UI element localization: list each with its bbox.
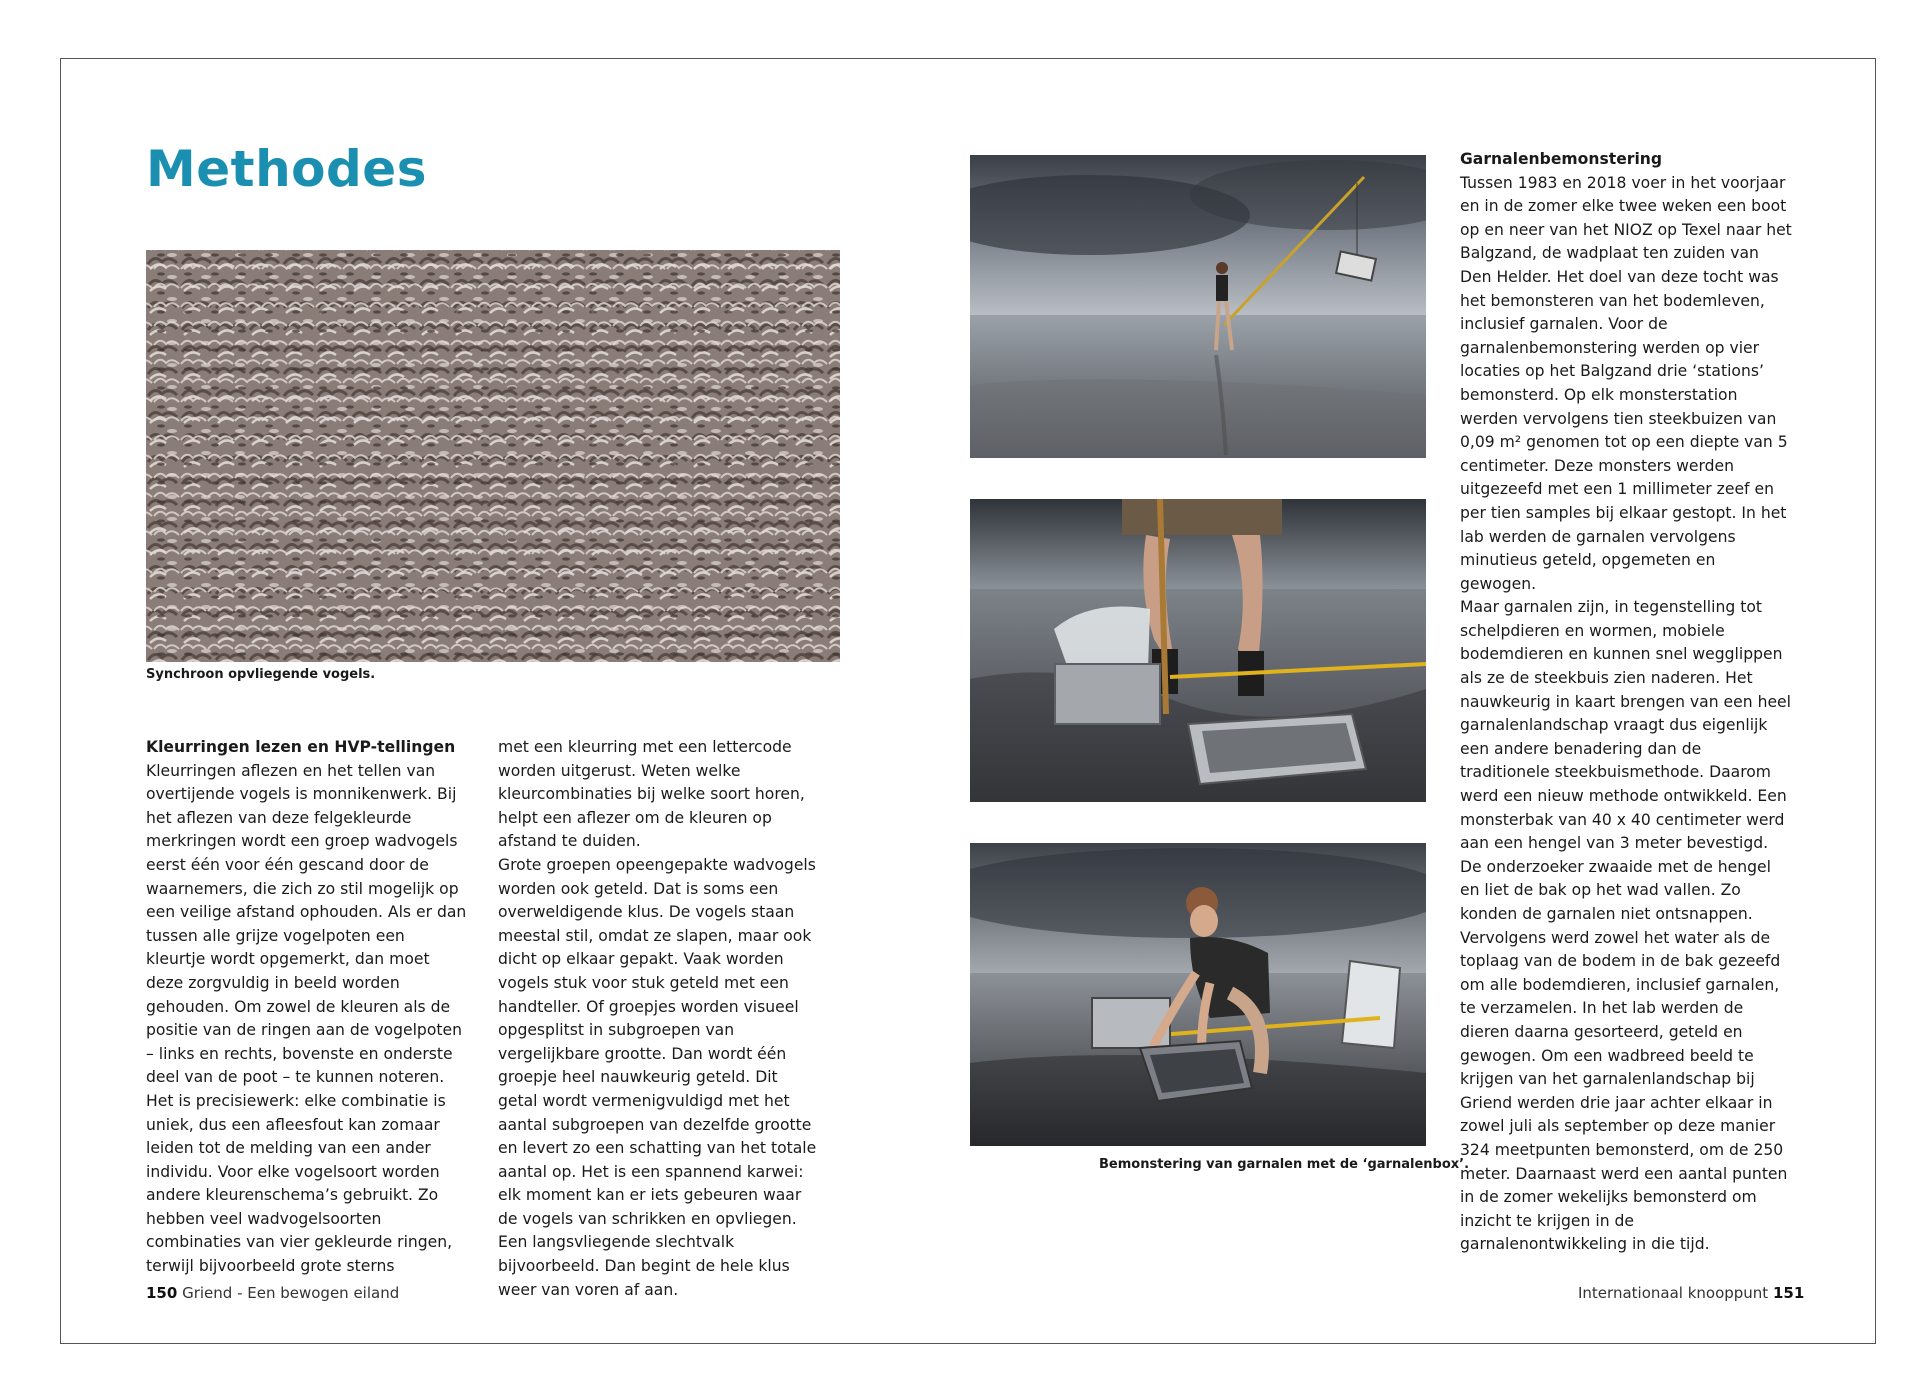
body-text: Kleurringen aflezen en het tellen van overtijende vogels is monnikenwerk. Bij het aflezen van deze felgekleurde merkringen wordt een groep wadvogels eerst één voor één gescand door de waarnemers, die zich zo stil mogelijk op een veilige afstand ophouden. Als er dan tussen alle grijze vogelpoten een kleurtje wordt opgemerkt, dan moet deze zorgvuldig in beeld worden gehouden. Om zowel de kleuren als de positie van de ringen aan de vogelpoten – links en rechts, bovenste en onderste deel van de poot – te kunnen noteren. Het is precisiewerk: elke combinatie is uniek, dus een afleesfout kan zomaar leiden tot de melding van een ander individu. Voor elke vogelsoort worden andere kleurenschema’s gebruikt. Zo hebben veel wadvogelsoorten combinaties van vier gekleurde ringen, terwijl bijvoorbeeld grote sterns <box>146 761 467 1276</box>
photo-pole-sampling <box>970 155 1426 458</box>
photo-garnalenbox <box>970 843 1426 1146</box>
page-number: 150 <box>146 1284 178 1302</box>
footer-left <box>146 1284 399 1302</box>
body-text: met een kleurring met een lettercode worden uitgerust. Weten welke kleurcombinaties bij welke soort horen, helpt een aflezer om de kleuren op afstand te duiden. <box>498 738 805 851</box>
body-text: Grote groepen opeengepakte wadvogels worden ook geteld. Dat is soms een overweldigende klus. De vogels staan meestal stil, omdat ze slapen, maar ook dicht op elkaar gepakt. Vaak worden vogels stuk voor stuk geteld met een handteller. Of groepjes worden visueel opgesplitst in subgroepen van vergelijkbare grootte. Dan wordt één groepje heel nauwkeurig geteld. Dit getal wordt vermenigvuldigd met het aantal subgroepen van dezelfde grootte en levert zo een schatting van het totale aantal op. Het is een spannend karwei: elk moment kan er iets gebeuren waar de vogels van schrikken en opvliegen. Een langsvliegende slechtvalk bijvoorbeeld. Dan begint de hele klus weer van voren af aan. <box>498 855 817 1299</box>
text-column-3 <box>1460 148 1794 1257</box>
text-column-1 <box>146 736 468 1279</box>
page-number: 151 <box>1772 1284 1805 1302</box>
photo-caption-garnalen: Bemonstering van garnalen met de ‘garnalenbox’. <box>1099 1157 1470 1172</box>
footer-title: Griend - Een bewogen eiland <box>182 1284 400 1302</box>
photo-caption-birds: Synchroon opvliegende vogels. <box>146 667 376 682</box>
photo-sampling-legs <box>970 499 1426 802</box>
body-text: Tussen 1983 en 2018 voer in het voorjaar en in de zomer elke twee weken een boot op en neer van het NIOZ op Texel naar het Balgzand, de wadplaat ten zuiden van Den Helder. Het doel van deze tocht was het bemonsteren van het bodemleven, inclusief garnalen. Voor de garnalenbemonstering werden op vier locaties op het Balgzand drie ‘stations’ bemonsterd. Op elk monsterstation werden vervolgens tien steekbuizen van 0,09 m² genomen tot op een diepte van 5 centimeter. Deze monsters werden uitgezeefd met een 1 millimeter zeef en per tien samples bij elkaar gestopt. In het lab werden de garnalen vervolgens minutieus geteld, opgemeten en gewogen. <box>1460 173 1792 593</box>
footer-right <box>1578 1284 1804 1302</box>
birds-photo <box>146 250 840 662</box>
text-column-2 <box>498 736 820 1302</box>
page-title: Methodes <box>146 140 427 198</box>
section-heading-garnalen: Garnalenbemonstering <box>1460 150 1663 168</box>
body-text: Maar garnalen zijn, in tegenstelling tot schelpdieren en wormen, mobiele bodemdieren en kunnen snel wegglippen als ze de steekbuis zien naderen. Het nauwkeurig in kaart brengen van een heel garnalenlandschap vraagt dus eigenlijk een andere benadering dan de traditionele steekbuismethode. Daarom werd een nieuw methode ontwikkeld. Een monsterbak van 40 x 40 centimeter werd aan een hengel van 3 meter bevestigd. De onderzoeker zwaaide met de hengel en liet de bak op het wad vallen. Zo konden de garnalen niet ontsnappen. Vervolgens werd zowel het water als de toplaag van de bodem in de bak gezeefd om alle bodemdieren, inclusief garnalen, te verzamelen. In het lab werden de dieren daarna gesorteerd, geteld en gewogen. Om een wadbreed beeld te krijgen van het garnalenlandschap bij Griend werden drie jaar achter elkaar in zowel juli als september op deze manier 324 meetpunten bemonsterd, om de 250 meter. Daarnaast werd een aantal punten in de zomer wekelijks bemonsterd om inzicht te krijgen in de garnalenontwikkeling in die tijd. <box>1460 598 1791 1254</box>
footer-title: Internationaal knooppunt <box>1578 1284 1769 1302</box>
section-heading-kleurringen: Kleurringen lezen en HVP-tellingen <box>146 738 456 756</box>
